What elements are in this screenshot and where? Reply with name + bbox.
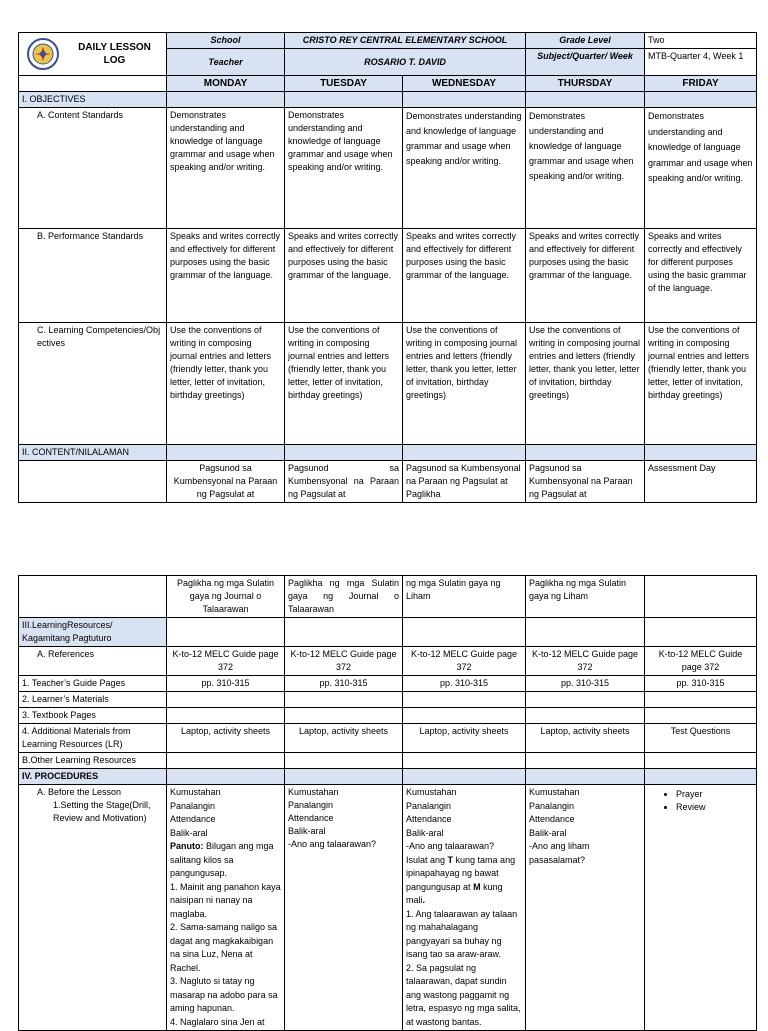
instruction-text: kung tama ang ipinapahayag ng bawat pangungusap at bbox=[406, 854, 516, 892]
deped-seal-logo bbox=[23, 37, 63, 71]
school-label: School bbox=[167, 33, 285, 49]
learning-competencies-thursday: Use the conventions of writing in composing journal entries and letters (friendly letter, thank you letter, letter of invitation, birthday greetings) bbox=[526, 323, 645, 445]
tuesday-line: -Ano ang talaarawan? bbox=[288, 839, 377, 849]
references-monday: K-to-12 MELC Guide page 372 bbox=[167, 647, 285, 676]
references-wednesday: K-to-12 MELC Guide page 372 bbox=[403, 647, 526, 676]
performance-standards-label: B. Performance Standards bbox=[19, 229, 167, 323]
wednesday-line: Balik-aral bbox=[406, 827, 444, 838]
content-continued-friday bbox=[645, 576, 757, 618]
section-procedures-label: IV. PROCEDURES bbox=[19, 769, 167, 785]
content-continued-tuesday: Paglikha ng mga Sulatin gaya ng Journal o Talaarawan bbox=[285, 576, 403, 618]
monday-item: 3. Nagluto si tatay ng masarap na adobo para sa aming hapunan. bbox=[170, 976, 278, 1013]
content-continued-blank-label bbox=[19, 576, 167, 618]
teachers-guide-wednesday: pp. 310-315 bbox=[403, 676, 526, 692]
monday-item: 2. Sama-samang naligo sa dagat ang magkakaibigan na sina Luz, Nena at Rachel. bbox=[170, 922, 278, 973]
wednesday-item: 1. Ang talaarawan ay talaan ng mahahalagang pangyayari sa buhay ng isang tao sa araw-araw. bbox=[406, 908, 518, 959]
additional-materials-label: 4. Additional Materials from Learning Resources (LR) bbox=[19, 724, 167, 753]
additional-materials-thursday: Laptop, activity sheets bbox=[526, 724, 645, 753]
dll-title-line2: LOG bbox=[103, 55, 126, 66]
thursday-line: Attendance bbox=[529, 814, 575, 824]
thursday-line: Kumustahan bbox=[529, 787, 580, 797]
content-thursday: Pagsunod sa Kumbensyonal na Paraan ng Pagsulat at bbox=[526, 461, 645, 503]
wednesday-line: Panalangin bbox=[406, 800, 452, 811]
section-objectives-label: I. OBJECTIVES bbox=[19, 92, 167, 108]
other-resources-label: B.Other Learning Resources bbox=[19, 753, 167, 769]
day-header-thursday: THURSDAY bbox=[526, 76, 645, 92]
monday-line: Attendance bbox=[170, 814, 216, 824]
before-lesson-wednesday bbox=[403, 785, 526, 1031]
school-value: CRISTO REY CENTRAL ELEMENTARY SCHOOL bbox=[285, 33, 526, 49]
performance-standards-thursday: Speaks and writes correctly and effectively for different purposes using the basic grammar of the language. bbox=[526, 229, 645, 323]
additional-materials-tuesday: Laptop, activity sheets bbox=[285, 724, 403, 753]
content-continued-monday: Paglikha ng mga Sulatin gaya ng Journal o Talaarawan bbox=[167, 576, 285, 618]
header-logo-cell bbox=[19, 33, 167, 76]
wednesday-line: Attendance bbox=[406, 814, 452, 824]
thursday-line: -Ano ang liham pasasalamat? bbox=[529, 841, 590, 865]
grade-level-label: Grade Level bbox=[526, 33, 645, 49]
tuesday-line: Balik-aral bbox=[288, 826, 326, 836]
before-lesson-tuesday bbox=[285, 785, 403, 1031]
references-tuesday: K-to-12 MELC Guide page 372 bbox=[285, 647, 403, 676]
instruction-t-letter: T bbox=[447, 854, 454, 865]
friday-bullet-item: • Prayer bbox=[676, 788, 753, 801]
content-tuesday: Pagsunod sa Kumbensyonal na Paraan ng Pagsulat at bbox=[285, 461, 403, 503]
references-label: A. References bbox=[19, 647, 167, 676]
before-lesson-friday bbox=[645, 785, 757, 1031]
wednesday-line: Kumustahan bbox=[406, 787, 457, 797]
monday-line: Balik-aral bbox=[170, 827, 208, 838]
wednesday-instruction bbox=[406, 854, 522, 908]
teachers-guide-thursday: pp. 310-315 bbox=[526, 676, 645, 692]
teachers-guide-tuesday: pp. 310-315 bbox=[285, 676, 403, 692]
tuesday-line: Panalangin bbox=[288, 800, 334, 810]
content-standards-label: A. Content Standards bbox=[19, 108, 167, 229]
performance-standards-wednesday: Speaks and writes correctly and effectively for different purposes using the basic grammar of the language. bbox=[403, 229, 526, 323]
references-thursday: K-to-12 MELC Guide page 372 bbox=[526, 647, 645, 676]
day-header-friday: FRIDAY bbox=[645, 76, 757, 92]
instruction-text: kung mali bbox=[406, 881, 503, 905]
additional-materials-friday: Test Questions bbox=[645, 724, 757, 753]
content-blank-label bbox=[19, 461, 167, 503]
subject-quarter-week-label: Subject/Quarter/ Week bbox=[526, 49, 645, 76]
tuesday-line: Kumustahan bbox=[288, 787, 339, 797]
tuesday-line: Attendance bbox=[288, 813, 334, 823]
instruction-text: Isulat ang bbox=[406, 854, 448, 865]
lesson-log-table-page2 bbox=[18, 575, 757, 1031]
additional-materials-monday: Laptop, activity sheets bbox=[167, 724, 285, 753]
friday-bullet-list bbox=[658, 788, 753, 814]
section-content-label: II. CONTENT/NILALAMAN bbox=[19, 445, 167, 461]
before-lesson-thursday bbox=[526, 785, 645, 1031]
additional-materials-wednesday: Laptop, activity sheets bbox=[403, 724, 526, 753]
content-standards-friday: Demonstrates understanding and knowledge of language grammar and usage when speaking and/or writing. bbox=[645, 108, 757, 229]
before-lesson-title: A. Before the Lesson bbox=[37, 787, 122, 797]
teacher-value: ROSARIO T. DAVID bbox=[285, 49, 526, 76]
wednesday-item: 2. Sa pagsulat ng talaarawan, dapat sundin ang wastong paggamit ng letra, espasyo ng mga salita, at wastong bantas. bbox=[406, 962, 521, 1027]
learners-materials-label: 2. Learner’s Materials bbox=[19, 692, 167, 708]
instruction-period: . bbox=[422, 895, 426, 905]
section-learning-resources-label: III.LearningResources/ Kagamitang Pagtuturo bbox=[19, 618, 167, 647]
monday-item: 4. Naglalaro sina Jen at bbox=[170, 1016, 265, 1027]
content-friday: Assessment Day bbox=[645, 461, 757, 503]
panuto-text: Bilugan ang mga salitang kilos sa pangungusap. bbox=[170, 841, 274, 878]
performance-standards-monday: Speaks and writes correctly and effectively for different purposes using the basic grammar of the language. bbox=[167, 229, 285, 323]
textbook-pages-label: 3. Textbook Pages bbox=[19, 708, 167, 724]
panuto-label: Panuto: bbox=[170, 841, 204, 851]
instruction-m-letter: M bbox=[473, 881, 481, 892]
learning-competencies-friday: Use the conventions of writing in composing journal entries and letters (friendly letter, thank you letter, letter of invitation, birthday greetings) bbox=[645, 323, 757, 445]
grade-level-value: Two bbox=[645, 33, 757, 49]
before-lesson-label bbox=[19, 785, 167, 1031]
content-continued-wednesday: ng mga Sulatin gaya ng Liham bbox=[403, 576, 526, 618]
monday-line: Kumustahan bbox=[170, 787, 221, 797]
day-header-monday: MONDAY bbox=[167, 76, 285, 92]
teachers-guide-friday: pp. 310-315 bbox=[645, 676, 757, 692]
wednesday-line: -Ano ang talaarawan? bbox=[406, 841, 495, 851]
teachers-guide-label: 1. Teacher’s Guide Pages bbox=[19, 676, 167, 692]
references-friday: K-to-12 MELC Guide page 372 bbox=[645, 647, 757, 676]
content-standards-monday: Demonstrates understanding and knowledge of language grammar and usage when speaking and/or writing. bbox=[167, 108, 285, 229]
learning-competencies-monday: Use the conventions of writing in composing journal entries and letters (friendly letter, thank you letter, letter of invitation, birthday greetings) bbox=[167, 323, 285, 445]
teacher-label: Teacher bbox=[167, 49, 285, 76]
day-header-tuesday: TUESDAY bbox=[285, 76, 403, 92]
before-lesson-monday bbox=[167, 785, 285, 1031]
content-continued-thursday: Paglikha ng mga Sulatin gaya ng Liham bbox=[526, 576, 645, 618]
day-header-blank bbox=[19, 76, 167, 92]
content-standards-wednesday: Demonstrates understanding and knowledge of language grammar and usage when speaking and/or writing. bbox=[403, 108, 526, 229]
setting-the-stage-title: 1.Setting the Stage(Drill, Review and Motivation) bbox=[53, 800, 151, 823]
dll-title-line1: DAILY LESSON bbox=[78, 42, 151, 53]
monday-line: Panalangin bbox=[170, 800, 216, 811]
content-standards-tuesday: Demonstrates understanding and knowledge of language grammar and usage when speaking and/or writing. bbox=[285, 108, 403, 229]
subject-quarter-week-value: MTB-Quarter 4, Week 1 bbox=[645, 49, 757, 76]
learning-competencies-label: C. Learning Competencies/Objectives bbox=[19, 323, 167, 445]
content-wednesday: Pagsunod sa Kumbensyonal na Paraan ng Pagsulat at Paglikha bbox=[403, 461, 526, 503]
thursday-line: Balik-aral bbox=[529, 827, 567, 838]
performance-standards-tuesday: Speaks and writes correctly and effectively for different purposes using the basic grammar of the language. bbox=[285, 229, 403, 323]
teachers-guide-monday: pp. 310-315 bbox=[167, 676, 285, 692]
performance-standards-friday: Speaks and writes correctly and effectively for different purposes using the basic grammar of the language. bbox=[645, 229, 757, 323]
friday-bullet-item: • Review bbox=[676, 801, 753, 814]
day-header-wednesday: WEDNESDAY bbox=[403, 76, 526, 92]
learning-competencies-wednesday: Use the conventions of writing in composing journal entries and letters (friendly letter, thank you letter, letter of invitation, birthday greetings) bbox=[403, 323, 526, 445]
learning-competencies-tuesday: Use the conventions of writing in composing journal entries and letters (friendly letter, thank you letter, letter of invitation, birthday greetings) bbox=[285, 323, 403, 445]
monday-item: 1. Mainit ang panahon kaya naisipan ni nanay na maglaba. bbox=[170, 881, 281, 919]
thursday-line: Panalangin bbox=[529, 800, 575, 811]
content-monday: Pagsunod sa Kumbensyonal na Paraan ng Pagsulat at bbox=[167, 461, 285, 503]
lesson-log-table-page1 bbox=[18, 32, 757, 503]
content-standards-thursday: Demonstrates understanding and knowledge of language grammar and usage when speaking and/or writing. bbox=[526, 108, 645, 229]
monday-panuto bbox=[170, 840, 281, 881]
